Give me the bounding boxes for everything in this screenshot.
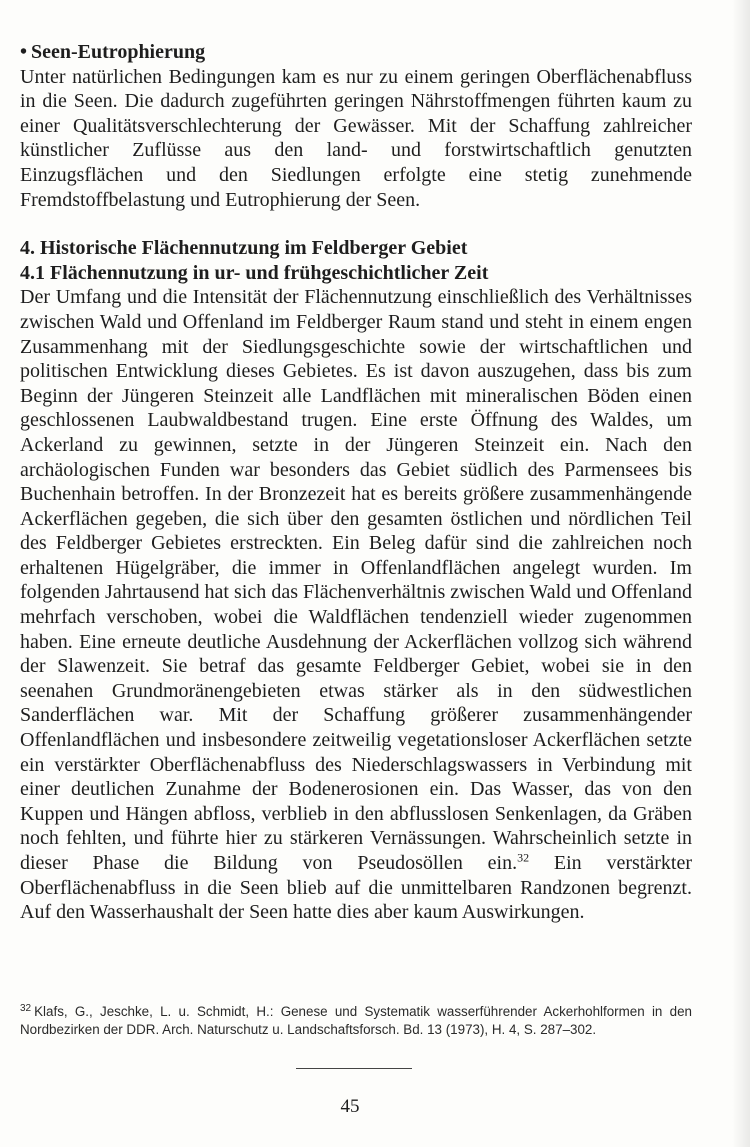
subchapter-heading: 4.1 Flächennutzung in ur- und frühgeschichtlicher Zeit	[20, 261, 489, 284]
section-spacer	[20, 212, 692, 236]
footnote-text: Klafs, G., Jeschke, L. u. Schmidt, H.: Genese und Systematik wasserführender Ackerhohlformen in den Nordbezirken der DDR. Arch. Naturschutz u. Landschaftsforsch. Bd. 13 (1973), H. 4, S. 287–302.	[20, 1004, 692, 1037]
scan-edge-shadow	[732, 0, 750, 1147]
page-number: 45	[340, 1096, 360, 1117]
paragraph-text-part-1: Der Umfang und die Intensität der Flächennutzung einschließlich des Verhältnisses zwischen Wald und Offenland im Feldberger Raum stand und steht in einem engen Zusammenhang mit der Siedlungsgeschichte sowie der wirtschaftlichen und politischen Entwicklung dieses Gebietes. Es ist davon auszugehen, dass bis zum Beginn der Jüngeren Steinzeit alle Landflächen mit mineralischen Böden einen geschlossenen Laubwaldbestand trugen. Eine erste Öffnung des Waldes, um Ackerland zu gewinnen, setzte in der Jüngeren Steinzeit ein. Nach den archäologischen Funden war besonders das Gebiet südlich des Parmensees bis Buchenhain betroffen. In der Bronzezeit hat es bereits größere zusammenhängende Ackerflächen gegeben, die sich über den gesamten östlichen und nördlichen Teil des Feldberger Gebietes erstreckten. Ein Beleg dafür sind die zahlreichen noch erhaltenen Hügelgräber, die immer in Offenlandflächen angelegt wurden. Im folgenden Jahrtausend hat sich das Flächenverhältnis zwischen Wald und Offenland mehrfach verschoben, wobei die Waldflächen tendenziell wieder zugenommen haben. Eine erneute deutliche Ausdehnung der Ackerflächen vollzog sich während der Slawenzeit. Sie betraf das gesamte Feldberger Gebiet, wobei sie in den seenahen Grundmoränengebieten etwas stärker als in den südwestlichen Sanderflächen war. Mit der Schaffung größerer zusammenhängender Offenlandflächen und insbesondere zeitweilig vegetationsloser Ackerflächen setzte ein verstärkter Oberflächenabfluss des Niederschlagswassers in Verbindung mit einer deutlichen Zunahme der Bodenerosionen ein. Das Wasser, das von den Kuppen und Hängen abfloss, verblieb in den abflusslosen Senkenlagen, da Gräben noch fehlten, und führte hier zu stärkeren Vernässungen. Wahrscheinlich setzte in dieser Phase die Bildung von Pseudosöllen ein.	[20, 286, 692, 874]
footnote	[20, 1003, 692, 1039]
footnote-reference[interactable]: 32	[517, 850, 530, 865]
section-heading-seen-eutrophierung	[20, 40, 692, 65]
footer-divider	[296, 1068, 412, 1069]
heading-text: Seen-Eutrophierung	[31, 41, 206, 63]
paragraph-flaechennutzung	[20, 285, 692, 924]
chapter-heading: 4. Historische Flächennutzung im Feldberger Gebiet	[20, 237, 468, 260]
page-body	[20, 40, 692, 925]
paragraph-seen-eutrophierung: Unter natürlichen Bedingungen kam es nur zu einem geringen Oberflächenabfluss in die Seen. Die dadurch zugeführten geringen Nährstoffmengen führten kaum zu einer Qualitätsverschlechterung der Gewässer. Mit der Schaffung zahlreicher künstlicher Zuflüsse aus den land- und forstwirtschaftlich genutzten Einzugsflächen und den Siedlungen erfolgte eine stetig zunehmende Fremdstoffbelastung und Eutrophierung der Seen.	[20, 65, 692, 211]
bullet-marker: •	[20, 41, 28, 63]
footnote-number: 32	[20, 1002, 32, 1014]
paragraph-text-part-2: Ein verstärkter Oberflächenabfluss in die Seen blieb auf die unmittelbaren Randzonen begrenzt. Auf den Wasserhaushalt der Seen hatte dies aber kaum Auswirkungen.	[20, 852, 692, 924]
